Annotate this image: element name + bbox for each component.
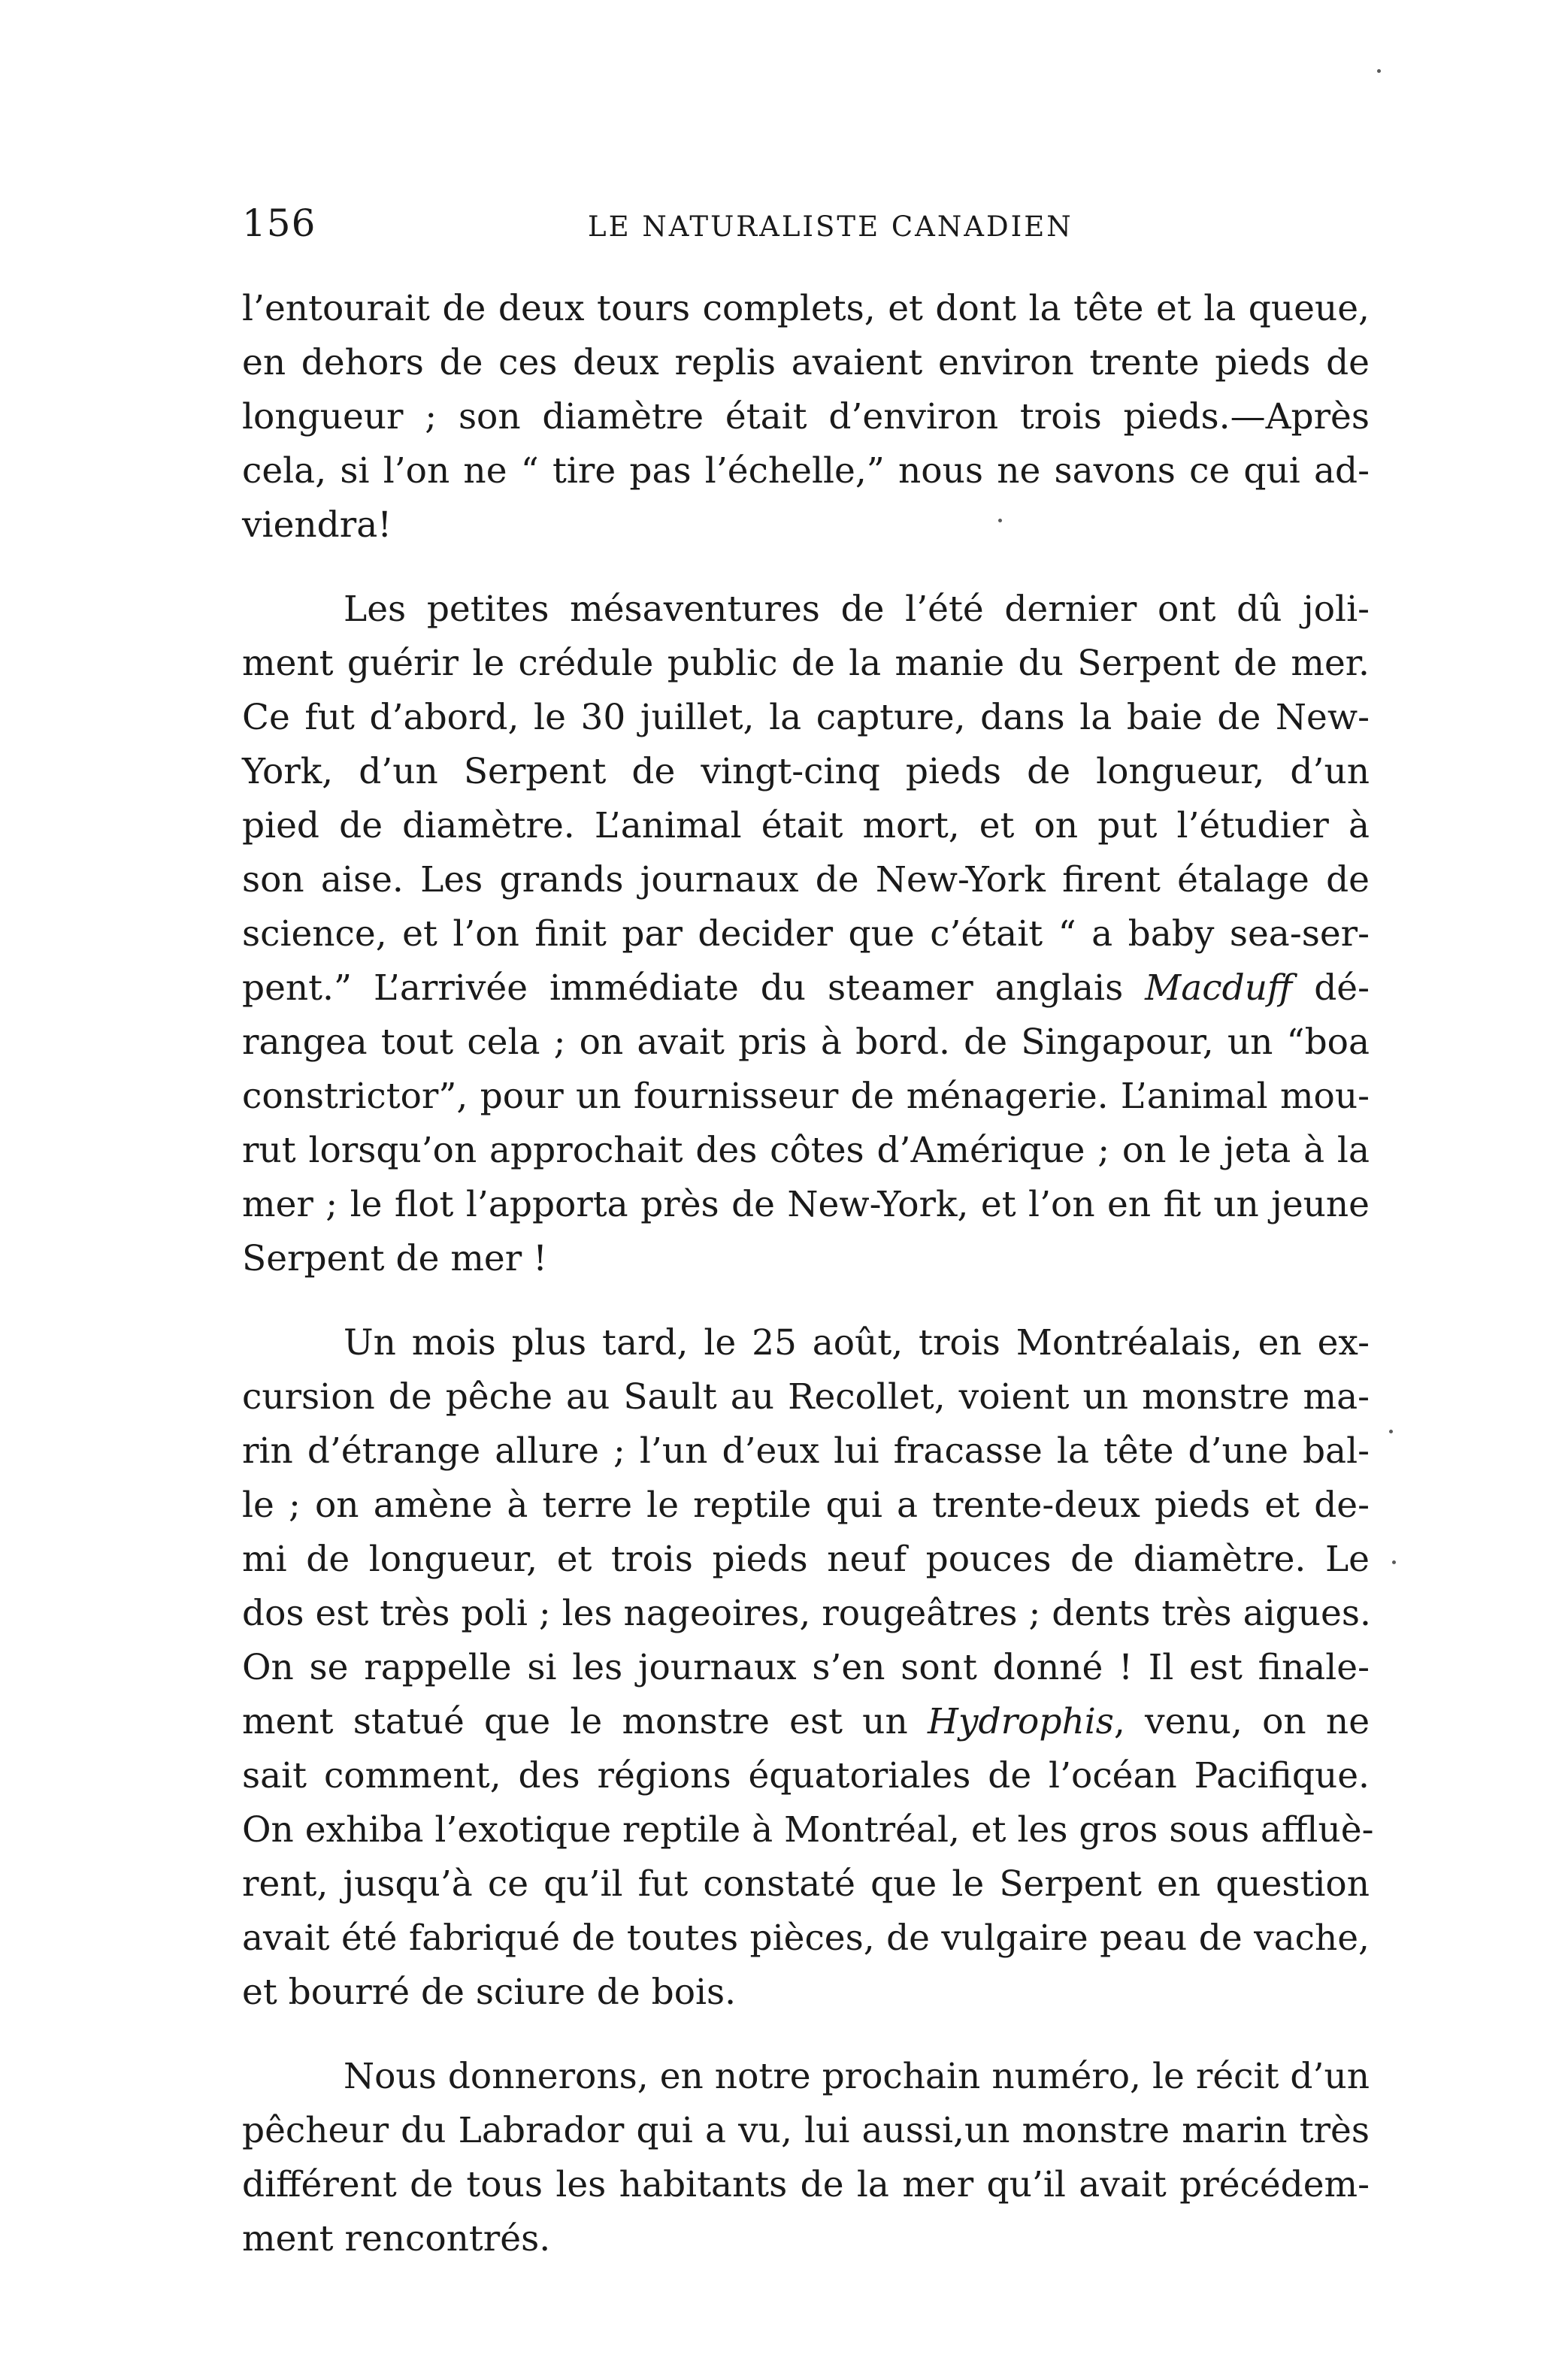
text-line: différent de tous les habitants de la mer qu’il avait précédem- <box>242 2164 1370 2205</box>
text-line: pêcheur du Labrador qui a vu, lui aussi,un monstre marin très <box>242 2110 1370 2151</box>
italic-term: Hydrophis <box>927 1701 1114 1742</box>
text-line: rent, jusqu’à ce qu’il fut constaté que le Serpent en question <box>242 1863 1370 1905</box>
text-line: cursion de pêche au Sault au Recollet, voient un monstre ma- <box>242 1376 1370 1418</box>
text-line: Ce fut d’abord, le 30 juillet, la capture, dans la baie de New- <box>242 697 1370 738</box>
text-line: constrictor”, pour un fournisseur de ménagerie. L’animal mou- <box>242 1076 1370 1117</box>
text-line: York, d’un Serpent de vingt-cinq pieds de longueur, d’un <box>242 751 1370 792</box>
text-line: science, et l’on finit par decider que c’était “ a baby sea-ser- <box>242 913 1370 955</box>
paper-speck <box>1389 1430 1393 1433</box>
paper-speck <box>1377 69 1381 73</box>
text-line: pent.” L’arrivée immédiate du steamer anglais Macduff dé- <box>242 967 1370 1009</box>
text-line: ment statué que le monstre est un Hydrophis, venu, on ne <box>242 1701 1370 1742</box>
text-line: son aise. Les grands journaux de New-York firent étalage de <box>242 859 1370 900</box>
text-line: rin d’étrange allure ; l’un d’eux lui fracasse la tête d’une bal- <box>242 1430 1370 1472</box>
text-line: longueur ; son diamètre était d’environ trois pieds.—Après <box>242 396 1370 437</box>
text-line: en dehors de ces deux replis avaient environ trente pieds de <box>242 342 1370 383</box>
text-line: mer ; le flot l’apporta près de New-York, et l’on en fit un jeune <box>242 1184 1370 1225</box>
text-line: On se rappelle si les journaux s’en sont donné ! Il est finale- <box>242 1647 1370 1688</box>
italic-term: Macduff <box>1145 967 1293 1009</box>
text-line: sait comment, des régions équatoriales de l’océan Pacifique. <box>242 1755 1370 1796</box>
text-line: Nous donnerons, en notre prochain numéro, le récit d’un <box>344 2056 1370 2097</box>
text-line: mi de longueur, et trois pieds neuf pouces de diamètre. Le <box>242 1539 1370 1580</box>
text-line: rangea tout cela ; on avait pris à bord. de Singapour, un “boa <box>242 1022 1370 1063</box>
paragraph <box>242 1316 1374 2020</box>
page-number: 156 <box>242 201 316 245</box>
text-line: ment guérir le crédule public de la manie du Serpent de mer. <box>242 643 1370 684</box>
paragraph <box>242 583 1370 1286</box>
text-line: Serpent de mer ! <box>242 1238 547 1279</box>
paragraph <box>242 282 1370 552</box>
text-line: dos est très poli ; les nageoires, rougeâtres ; dents très aigues. <box>242 1593 1371 1634</box>
paper-speck <box>998 519 1002 522</box>
paragraph <box>242 2050 1370 2266</box>
text-line: et bourré de sciure de bois. <box>242 1972 737 2013</box>
text-line: avait été fabriqué de toutes pièces, de vulgaire peau de vache, <box>242 1917 1370 1959</box>
running-title: LE NATURALISTE CANADIEN <box>588 210 1073 243</box>
body-text <box>242 282 1374 2266</box>
text-line: rut lorsqu’on approchait des côtes d’Amérique ; on le jeta à la <box>242 1130 1370 1171</box>
paper-speck <box>1392 1560 1396 1564</box>
text-line: l’entourait de deux tours complets, et dont la tête et la queue, <box>242 288 1370 329</box>
page-header <box>242 201 1370 254</box>
text-line: On exhiba l’exotique reptile à Montréal, et les gros sous affluè- <box>242 1809 1374 1851</box>
text-line: ment rencontrés. <box>242 2218 551 2259</box>
text-line: Les petites mésaventures de l’été dernier ont dû joli- <box>344 589 1370 630</box>
text-line: le ; on amène à terre le reptile qui a trente-deux pieds et de- <box>242 1485 1370 1526</box>
text-line: pied de diamètre. L’animal était mort, et on put l’étudier à <box>242 805 1370 846</box>
text-line: Un mois plus tard, le 25 août, trois Montréalais, en ex- <box>344 1322 1370 1364</box>
text-line: viendra! <box>242 504 392 546</box>
text-line: cela, si l’on ne “ tire pas l’échelle,” nous ne savons ce qui ad- <box>242 450 1370 492</box>
